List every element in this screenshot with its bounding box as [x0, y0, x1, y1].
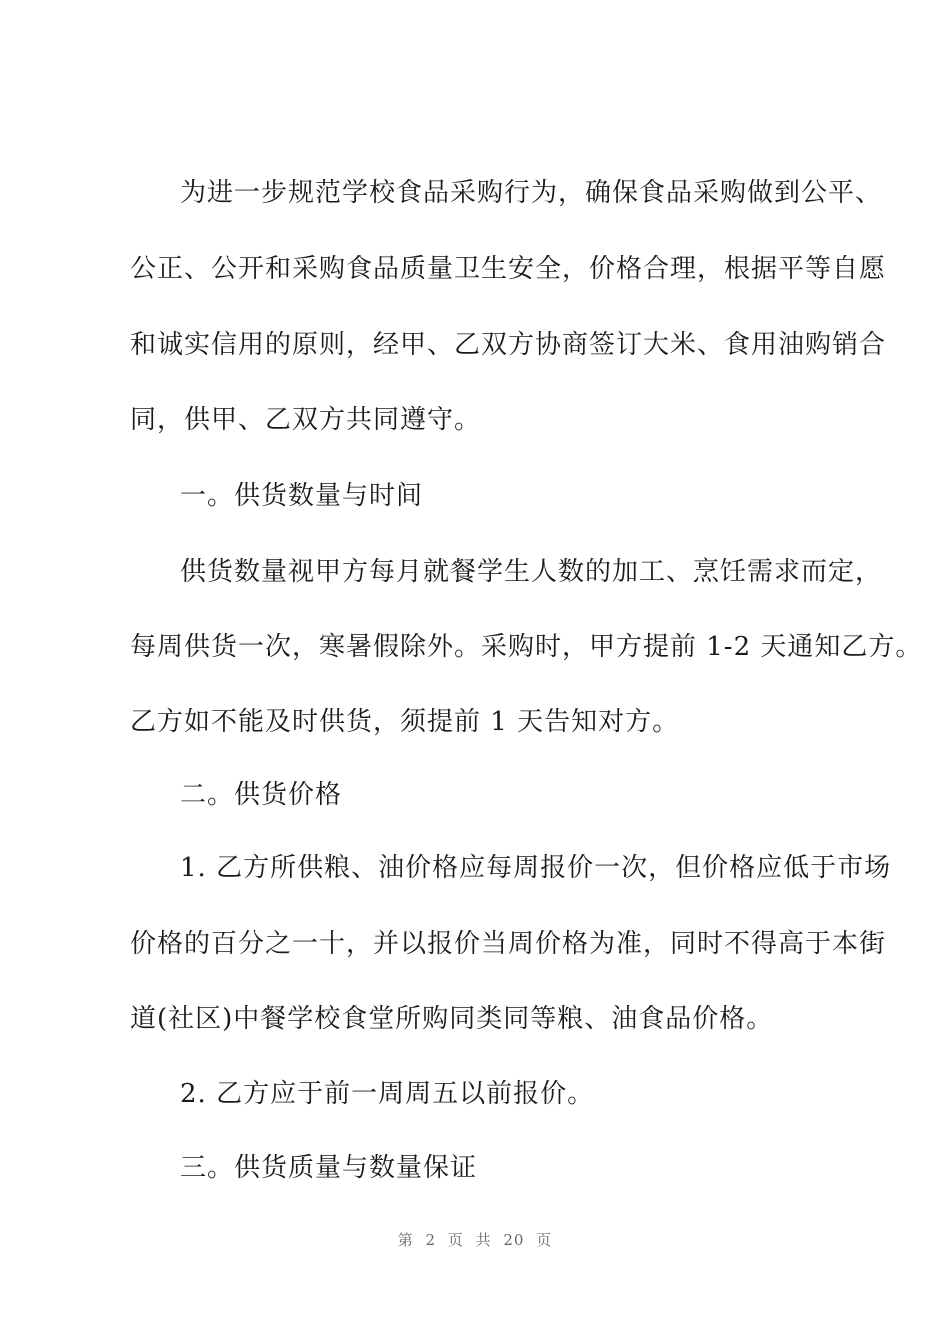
paragraph-line-11: 2. 乙方应于前一周周五以前报价。 — [180, 1079, 595, 1109]
paragraph-line-10: 道(社区)中餐学校食堂所购同类同等粮、油食品价格。 — [130, 1004, 774, 1034]
paragraph-line-4: 同，供甲、乙双方共同遵守。 — [130, 405, 482, 435]
paragraph-line-8: 1. 乙方所供粮、油价格应每周报价一次，但价格应低于市场 — [180, 853, 892, 883]
paragraph-line-2: 公正、公开和采购食品质量卫生安全，价格合理，根据平等自愿 — [130, 254, 887, 284]
page-footer: 第 2 页 共 20 页 — [397, 1231, 553, 1249]
paragraph-line-5: 供货数量视甲方每月就餐学生人数的加工、烹饪需求而定， — [180, 557, 883, 587]
section-heading-2: 二。供货价格 — [180, 780, 343, 810]
paragraph-line-1: 为进一步规范学校食品采购行为，确保食品采购做到公平、 — [180, 178, 883, 208]
section-heading-1: 一。供货数量与时间 — [180, 481, 424, 511]
section-heading-3: 三。供货质量与数量保证 — [180, 1153, 478, 1183]
paragraph-line-7: 乙方如不能及时供货，须提前 1 天告知对方。 — [130, 707, 680, 737]
paragraph-line-3: 和诚实信用的原则，经甲、乙双方协商签订大米、食用油购销合 — [130, 330, 887, 360]
paragraph-line-6: 每周供货一次，寒暑假除外。采购时，甲方提前 1-2 天通知乙方。 — [130, 632, 923, 662]
paragraph-line-9: 价格的百分之一十，并以报价当周价格为准，同时不得高于本街 — [130, 929, 887, 959]
